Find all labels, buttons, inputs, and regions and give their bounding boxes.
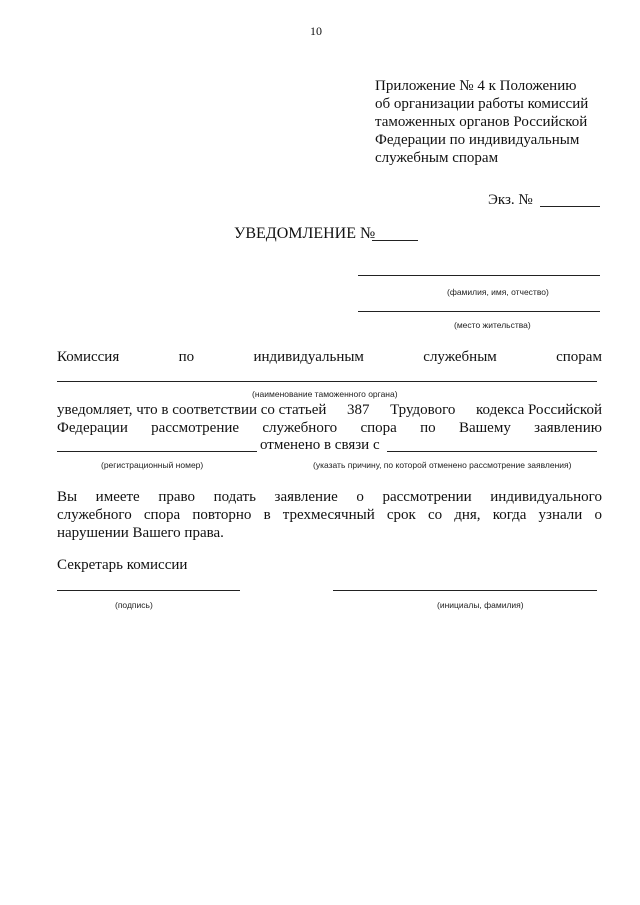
- word: о: [594, 507, 602, 523]
- word: право: [158, 489, 195, 505]
- word: со: [427, 507, 443, 523]
- word: о: [356, 489, 364, 505]
- page-number: 10: [310, 24, 322, 38]
- notice-number-blank: [372, 240, 418, 241]
- word: уведомляет, что в соответствии со статьей: [57, 402, 327, 418]
- reg-number-blank: [57, 451, 257, 452]
- word: Федерации: [57, 420, 128, 436]
- rights-line-3: нарушении Вашего права.: [57, 525, 224, 541]
- rights-line-2: [57, 506, 602, 524]
- word: трехмесячный: [282, 507, 375, 523]
- secretary-label: Секретарь комиссии: [57, 557, 188, 573]
- word: 387: [347, 402, 370, 418]
- word: срок: [386, 507, 416, 523]
- signature-caption: (подпись): [115, 600, 153, 610]
- appendix-line: об организации работы комиссий: [375, 96, 589, 112]
- reason-blank: [387, 451, 597, 452]
- signature-line: [57, 590, 240, 591]
- word: Вашему: [458, 420, 511, 436]
- commission-line: [57, 348, 602, 366]
- address-caption: (место жительства): [454, 320, 531, 330]
- word: заявлению: [534, 420, 602, 436]
- rights-line-1: [57, 488, 602, 506]
- fio-caption: (фамилия, имя, отчество): [447, 287, 549, 297]
- word: спора: [143, 507, 181, 523]
- word: по: [178, 349, 195, 365]
- word: подать: [213, 489, 256, 505]
- address-line: [358, 311, 600, 312]
- initials-caption: (инициалы, фамилия): [437, 600, 524, 610]
- word: заявление: [274, 489, 338, 505]
- notice-line-2: [57, 419, 602, 437]
- copy-number-blank: [540, 206, 600, 207]
- word: спорам: [556, 349, 602, 365]
- customs-body-caption: (наименование таможенного органа): [252, 389, 398, 399]
- word: индивидуального: [490, 489, 602, 505]
- word: Комиссия: [57, 349, 120, 365]
- reason-caption: (указать причину, по которой отменено рассмотрение заявления): [313, 460, 572, 470]
- word: Трудового: [390, 402, 456, 418]
- word: повторно: [192, 507, 252, 523]
- document-title: УВЕДОМЛЕНИЕ №: [234, 225, 376, 242]
- word: кодекса Российской: [476, 402, 602, 418]
- reg-number-caption: (регистрационный номер): [101, 460, 204, 470]
- appendix-line: Приложение № 4 к Положению: [375, 78, 577, 94]
- word: узнали: [538, 507, 583, 523]
- word: служебным: [423, 349, 497, 365]
- word: индивидуальным: [253, 349, 364, 365]
- initials-line: [333, 590, 597, 591]
- word: спора: [360, 420, 397, 436]
- fio-line: [358, 275, 600, 276]
- word: дня,: [454, 507, 481, 523]
- notice-line-3-text: отменено в связи с: [260, 437, 380, 453]
- word: по: [420, 420, 436, 436]
- customs-body-line: [57, 381, 597, 382]
- word: рассмотрение: [151, 420, 240, 436]
- word: служебного: [262, 420, 338, 436]
- word: когда: [492, 507, 527, 523]
- appendix-header: [375, 77, 588, 167]
- notice-line-1: [57, 401, 602, 419]
- word: в: [263, 507, 271, 523]
- word: Вы: [57, 489, 78, 505]
- appendix-line: Федерации по индивидуальным: [375, 132, 580, 148]
- appendix-line: служебным спорам: [375, 150, 499, 166]
- copy-number-label: Экз. №: [488, 192, 533, 208]
- appendix-line: таможенных органов Российской: [375, 114, 588, 130]
- word: имеете: [95, 489, 140, 505]
- word: служебного: [57, 507, 132, 523]
- word: рассмотрении: [382, 489, 472, 505]
